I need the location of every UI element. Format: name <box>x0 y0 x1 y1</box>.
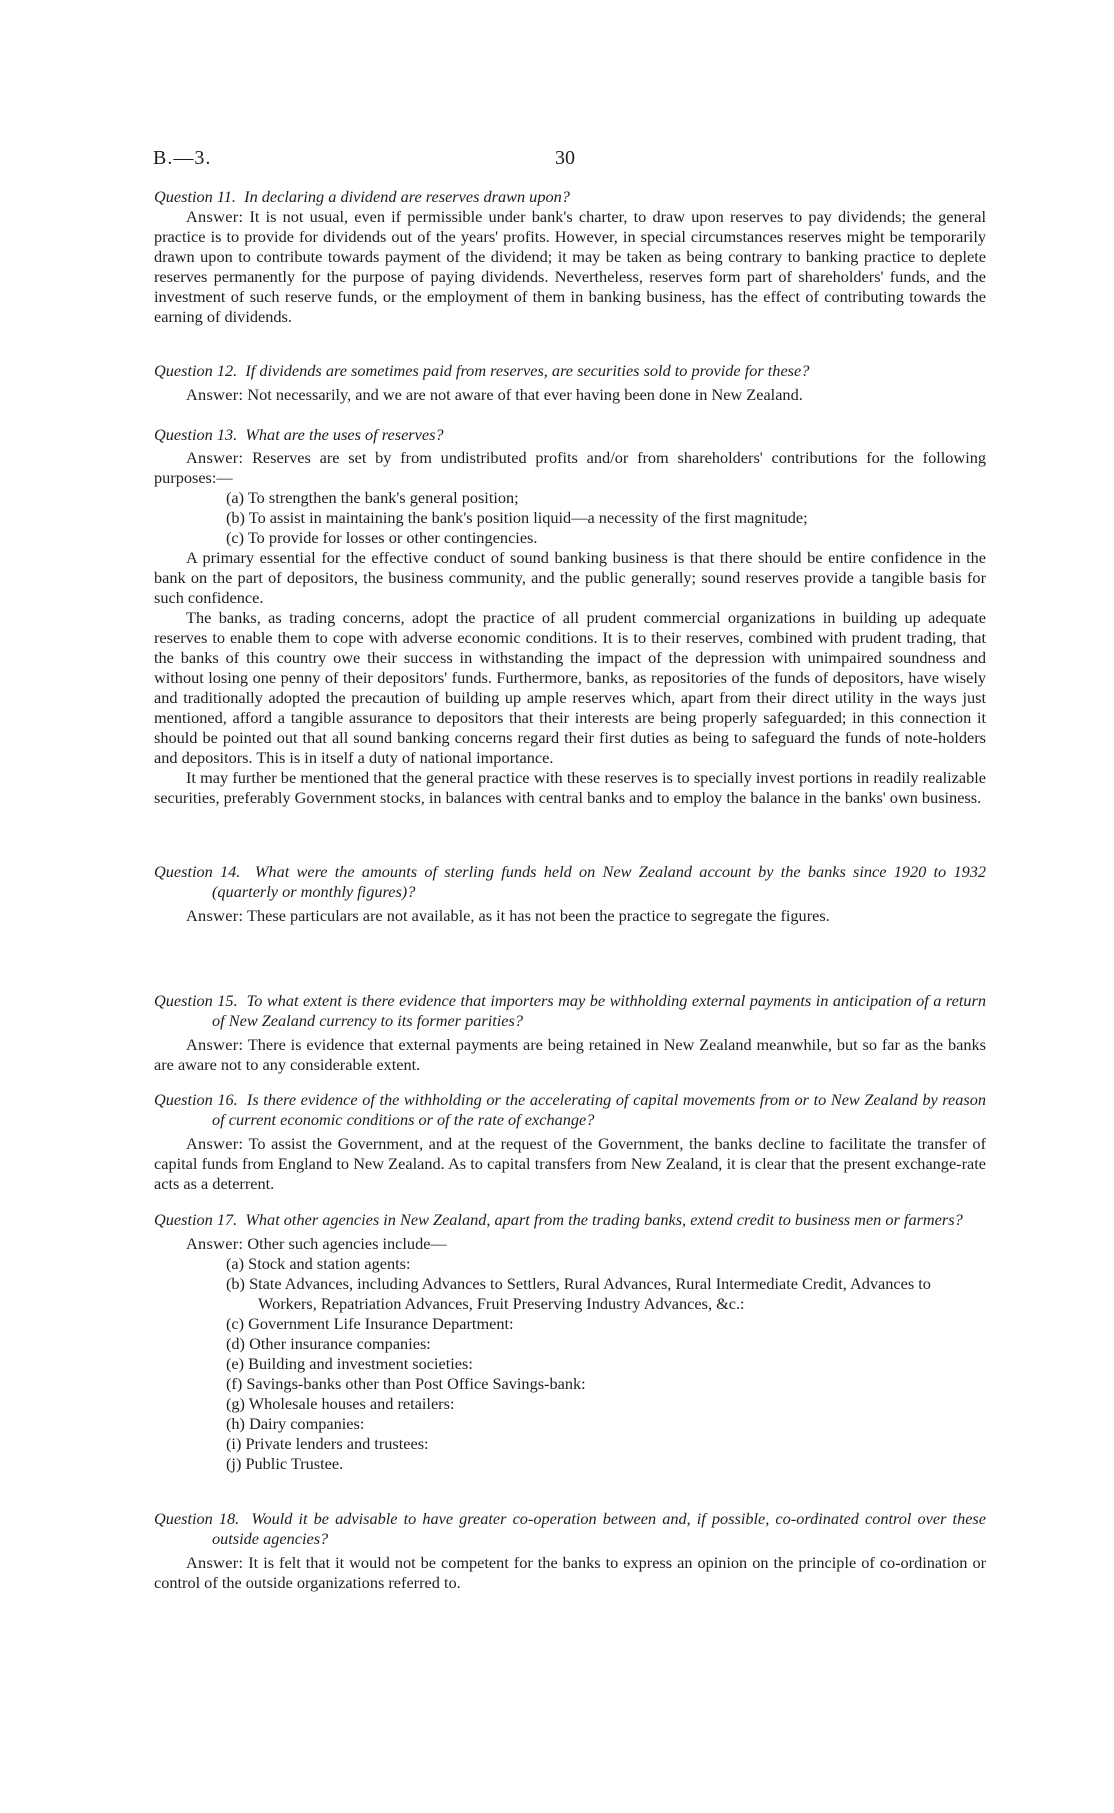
list-item: (c) Government Life Insurance Department: <box>226 1314 514 1333</box>
list-item: (j) Public Trustee. <box>226 1454 344 1473</box>
question-16: Question 16. Is there evidence of the withholding or the accelerating of capital movements from or to New Zealand by reason of current economic conditions or of the rate of exchange? <box>154 1090 986 1129</box>
list-item: (a) Stock and station agents: <box>226 1254 411 1273</box>
list-item: (h) Dairy companies: <box>226 1414 365 1433</box>
list-item: (a) To strengthen the bank's general position; <box>226 488 519 507</box>
document-reference: B.—3. <box>153 147 212 169</box>
page-header <box>153 147 993 173</box>
question-13-block <box>154 425 986 808</box>
question-12-block <box>154 361 986 405</box>
credit-agencies-list <box>154 1254 986 1474</box>
question-18: Question 18. Would it be advisable to have greater co-operation between and, if possible, co-ordinated control over these outside agencies? <box>154 1509 986 1548</box>
list-item: (g) Wholesale houses and retailers: <box>226 1394 455 1413</box>
question-17: Question 17. What other agencies in New Zealand, apart from the trading banks, extend credit to business men or farmers? <box>154 1210 963 1229</box>
answer-15: Answer: There is evidence that external payments are being retained in New Zealand meanwhile, but so far as the banks are aware not to any considerable extent. <box>154 1035 986 1074</box>
question-16-block <box>154 1090 986 1194</box>
answer-12: Answer: Not necessarily, and we are not aware of that ever having been done in New Zealand. <box>186 385 803 404</box>
question-11: Question 11. In declaring a dividend are reserves drawn upon? <box>154 187 570 206</box>
question-11-block <box>154 187 986 327</box>
list-item: (f) Savings-banks other than Post Office Savings-bank: <box>226 1374 586 1393</box>
list-item: (b) To assist in maintaining the bank's position liquid—a necessity of the first magnitude; <box>226 508 808 527</box>
question-12: Question 12. If dividends are sometimes paid from reserves, are securities sold to provide for these? <box>154 361 810 380</box>
list-item: (d) Other insurance companies: <box>226 1334 431 1353</box>
question-18-block <box>154 1509 986 1593</box>
answer-14: Answer: These particulars are not available, as it has not been the practice to segregate the figures. <box>186 906 830 925</box>
list-item: (b) State Advances, including Advances to Settlers, Rural Advances, Rural Intermediate Credit, Advances to Workers, Repatriation Advances, Fruit Preserving Industry Advances, &c.: <box>226 1274 931 1313</box>
reserves-uses-list <box>154 488 986 548</box>
question-15: Question 15. To what extent is there evidence that importers may be withholding external payments in anticipation of a return of New Zealand currency to its former parities? <box>154 991 986 1030</box>
answer-11: Answer: It is not usual, even if permissible under bank's charter, to draw upon reserves to pay dividends; the general practice is to provide for dividends out of the years' profits. However, in special circumstances reserves might be temporarily drawn upon to contribute towards payment of the dividend; it may be taken as being contrary to banking practice to deplete reserves permanently for the purpose of paying dividends. Nevertheless, reserves form part of shareholders' funds, and the investment of such reserve funds, or the employment of them in banking business, has the effect of contributing towards the earning of dividends. <box>154 207 986 326</box>
answer-13-paragraph-2: The banks, as trading concerns, adopt the practice of all prudent commercial organizations in building up adequate reserves to enable them to cope with adverse economic conditions. It is to their reserves, combined with prudent trading, that the banks of this country owe their success in withstanding the impact of the depression with unimpaired soundness and without losing one penny of their depositors' funds. Furthermore, banks, as repositories of the funds of depositors, have wisely and traditionally adopted the precaution of building up ample reserves which, apart from their direct utility in the ways just mentioned, afford a tangible assurance to depositors that their interests are being properly safeguarded; in this connection it should be pointed out that all sound banking concerns regard their first duties as being to safeguard the funds of note-holders and depositors. This is in itself a duty of national importance. <box>154 608 986 767</box>
question-17-block <box>154 1210 986 1474</box>
answer-18: Answer: It is felt that it would not be competent for the banks to express an opinion on the principle of co-ordination or control of the outside organizations referred to. <box>154 1553 987 1592</box>
question-14-block <box>154 862 986 926</box>
answer-13: Answer: Reserves are set by from undistributed profits and/or from shareholders' contributions for the following purposes:— <box>154 448 986 487</box>
question-15-block <box>154 991 986 1075</box>
question-13: Question 13. What are the uses of reserves? <box>154 425 444 444</box>
list-item: (c) To provide for losses or other contingencies. <box>226 528 538 547</box>
page-number: 30 <box>555 147 575 169</box>
question-14: Question 14. What were the amounts of sterling funds held on New Zealand account by the banks since 1920 to 1932 (quarterly or monthly figures)? <box>154 862 987 901</box>
answer-16: Answer: To assist the Government, and at the request of the Government, the banks decline to facilitate the transfer of capital funds from England to New Zealand. As to capital transfers from New Zealand, it is clear that the present exchange-rate acts as a deterrent. <box>154 1134 986 1193</box>
list-item: (e) Building and investment societies: <box>226 1354 473 1373</box>
answer-17: Answer: Other such agencies include— <box>186 1234 447 1253</box>
answer-13-paragraph-1: A primary essential for the effective conduct of sound banking business is that there should be entire confidence in the bank on the part of depositors, the business community, and the public generally; sound reserves provide a tangible basis for such confidence. <box>154 548 986 607</box>
answer-13-paragraph-3: It may further be mentioned that the general practice with these reserves is to specially invest portions in readily realizable securities, preferably Government stocks, in balances with central banks and to employ the balance in the banks' own business. <box>154 768 986 807</box>
list-item: (i) Private lenders and trustees: <box>226 1434 429 1453</box>
